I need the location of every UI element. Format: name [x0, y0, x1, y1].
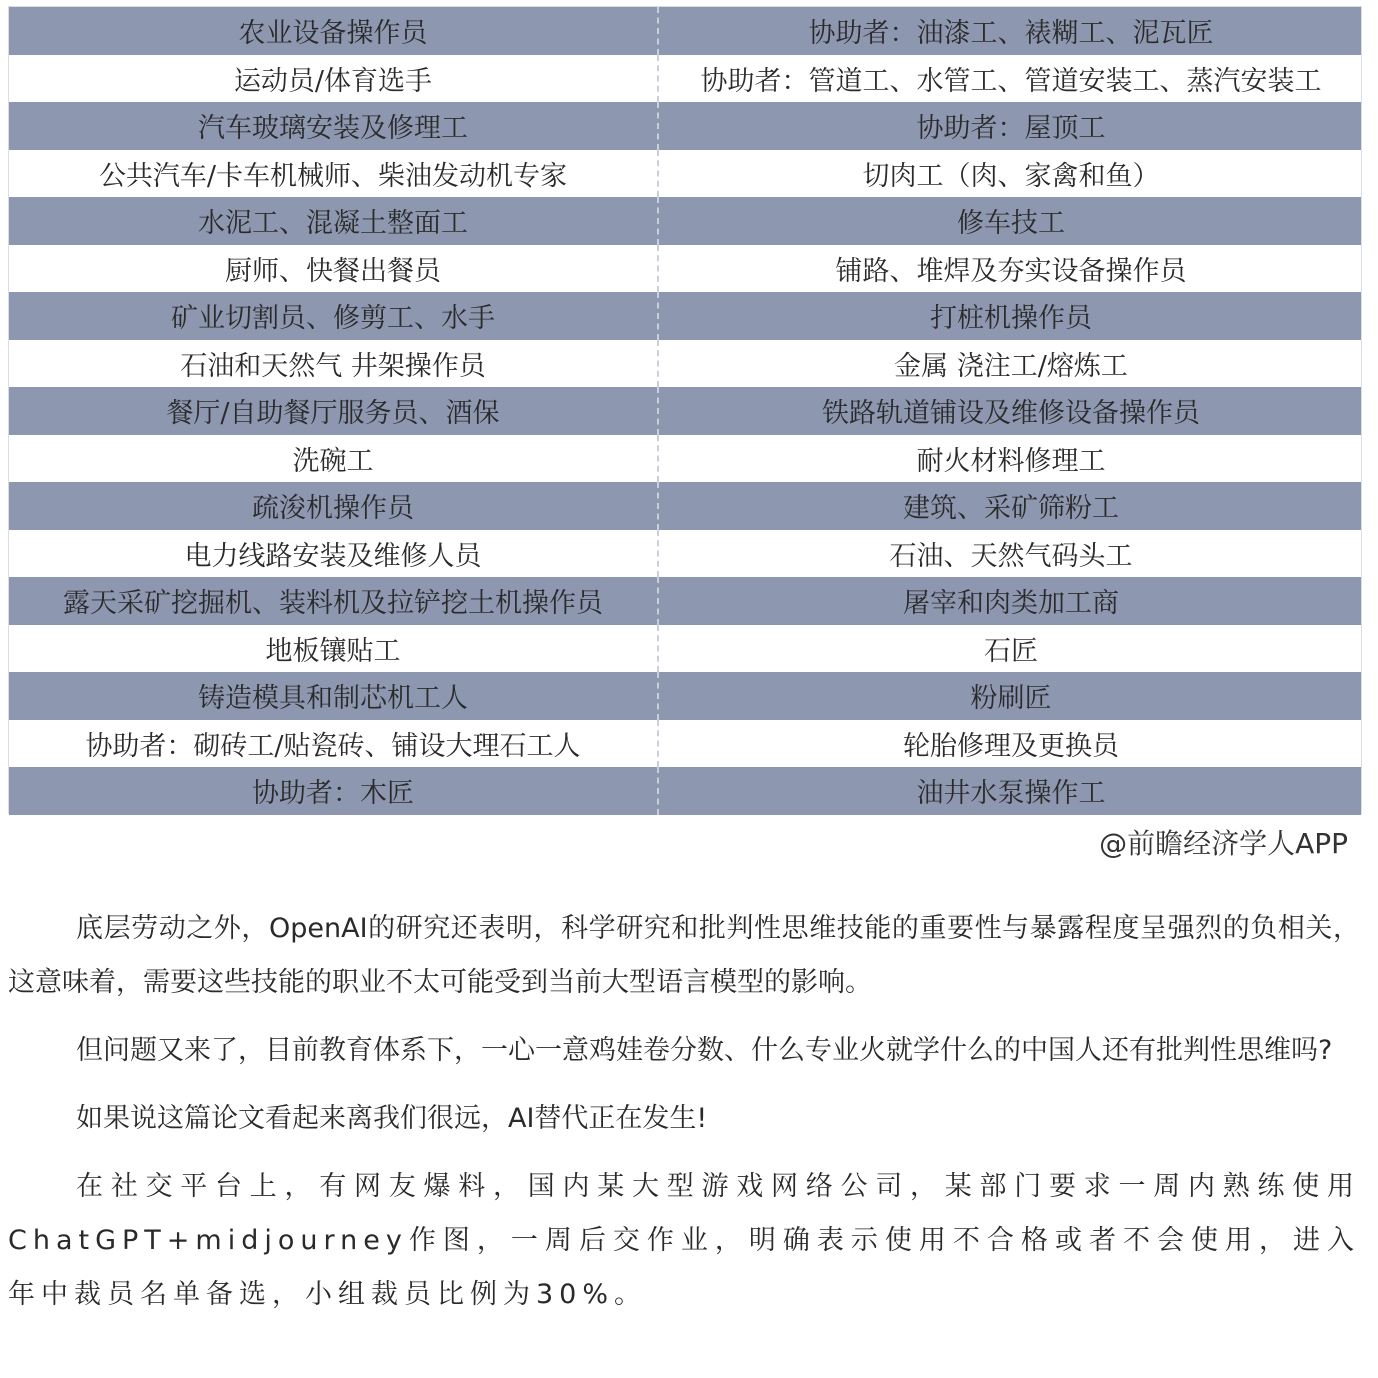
table-cell-left: 运动员/体育选手 — [9, 55, 659, 103]
table-row — [9, 197, 1361, 245]
table-cell-right: 建筑、采矿筛粉工 — [903, 493, 1119, 525]
table-row — [9, 625, 1361, 673]
paragraph: 底层劳动之外，OpenAI的研究还表明，科学研究和批判性思维技能的重要性与暴露程度呈强烈的负相关，这意味着，需要这些技能的职业不太可能受到当前大型语言模型的影响。 — [8, 913, 1360, 998]
table-cell-left: 协助者：砌砖工/贴瓷砖、铺设大理石工人 — [9, 720, 659, 768]
paragraph: 但问题又来了，目前教育体系下，一心一意鸡娃卷分数、什么专业火就学什么的中国人还有批判性思维吗? — [76, 1035, 1333, 1066]
table-row — [9, 672, 1361, 720]
table-cell-left: 铸造模具和制芯机工人 — [9, 672, 659, 720]
table-cell-left: 矿业切割员、修剪工、水手 — [9, 292, 659, 340]
table-cell-left: 汽车玻璃安装及修理工 — [9, 102, 659, 150]
table-cell-right: 铺路、堆焊及夯实设备操作员 — [835, 255, 1187, 287]
paragraph: 在社交平台上，有网友爆料，国内某大型游戏网络公司，某部门要求一周内熟练使用ChatGPT+midjourney作图，一周后交作业，明确表示使用不合格或者不会使用，进入年中裁员名单备选，小组裁员比例为30%。 — [8, 1171, 1360, 1310]
table-cell-left: 厨师、快餐出餐员 — [9, 245, 659, 293]
table-row — [9, 245, 1361, 293]
table-cell-right: 金属 浇注工/熔炼工 — [894, 350, 1128, 382]
table-row — [9, 767, 1361, 815]
table-cell-right: 打桩机操作员 — [930, 303, 1092, 335]
table-row — [9, 577, 1361, 625]
table-cell-left: 地板镶贴工 — [9, 625, 659, 673]
table-cell-right: 修车技工 — [957, 208, 1065, 240]
table-cell-right: 石匠 — [984, 635, 1038, 667]
occupation-table — [8, 6, 1362, 814]
table-cell-right: 铁路轨道铺设及维修设备操作员 — [822, 398, 1200, 430]
table-row — [9, 387, 1361, 435]
table-cell-right: 切肉工（肉、家禽和鱼） — [862, 160, 1160, 192]
table-cell-left: 协助者：木匠 — [9, 767, 659, 815]
table-row — [9, 482, 1361, 530]
article-body — [8, 902, 1360, 1336]
table-cell-right: 协助者：屋顶工 — [916, 113, 1106, 145]
table-cell-left: 石油和天然气 井架操作员 — [9, 340, 659, 388]
table-cell-left: 疏浚机操作员 — [9, 482, 659, 530]
table-row — [9, 102, 1361, 150]
table-cell-left: 餐厅/自助餐厅服务员、酒保 — [9, 387, 659, 435]
table-cell-right: 协助者：管道工、水管工、管道安装工、蒸汽安装工 — [700, 65, 1322, 97]
table-row — [9, 7, 1361, 55]
table-cell-right: 屠宰和肉类加工商 — [903, 588, 1119, 620]
table-cell-right: 油井水泵操作工 — [916, 778, 1106, 810]
table-cell-left: 水泥工、混凝土整面工 — [9, 197, 659, 245]
source-watermark: @前瞻经济学人APP — [1099, 827, 1348, 860]
table-cell-right: 石油、天然气码头工 — [889, 540, 1133, 572]
table-row — [9, 150, 1361, 198]
table-row — [9, 530, 1361, 578]
table-row — [9, 720, 1361, 768]
table-cell-left: 农业设备操作员 — [9, 7, 659, 55]
table-cell-left: 洗碗工 — [9, 435, 659, 483]
table-row — [9, 340, 1361, 388]
table-row — [9, 292, 1361, 340]
table-cell-right: 轮胎修理及更换员 — [903, 730, 1119, 762]
table-row — [9, 55, 1361, 103]
table-cell-right: 粉刷匠 — [970, 683, 1052, 715]
table-cell-right: 耐火材料修理工 — [916, 445, 1106, 477]
paragraph: 如果说这篇论文看起来离我们很远，AI替代正在发生! — [76, 1103, 708, 1134]
table-cell-left: 露天采矿挖掘机、装料机及拉铲挖土机操作员 — [9, 577, 659, 625]
table-row — [9, 435, 1361, 483]
table-cell-right: 协助者：油漆工、裱糊工、泥瓦匠 — [808, 18, 1214, 50]
table-cell-left: 电力线路安装及维修人员 — [9, 530, 659, 578]
table-cell-left: 公共汽车/卡车机械师、柴油发动机专家 — [9, 150, 659, 198]
